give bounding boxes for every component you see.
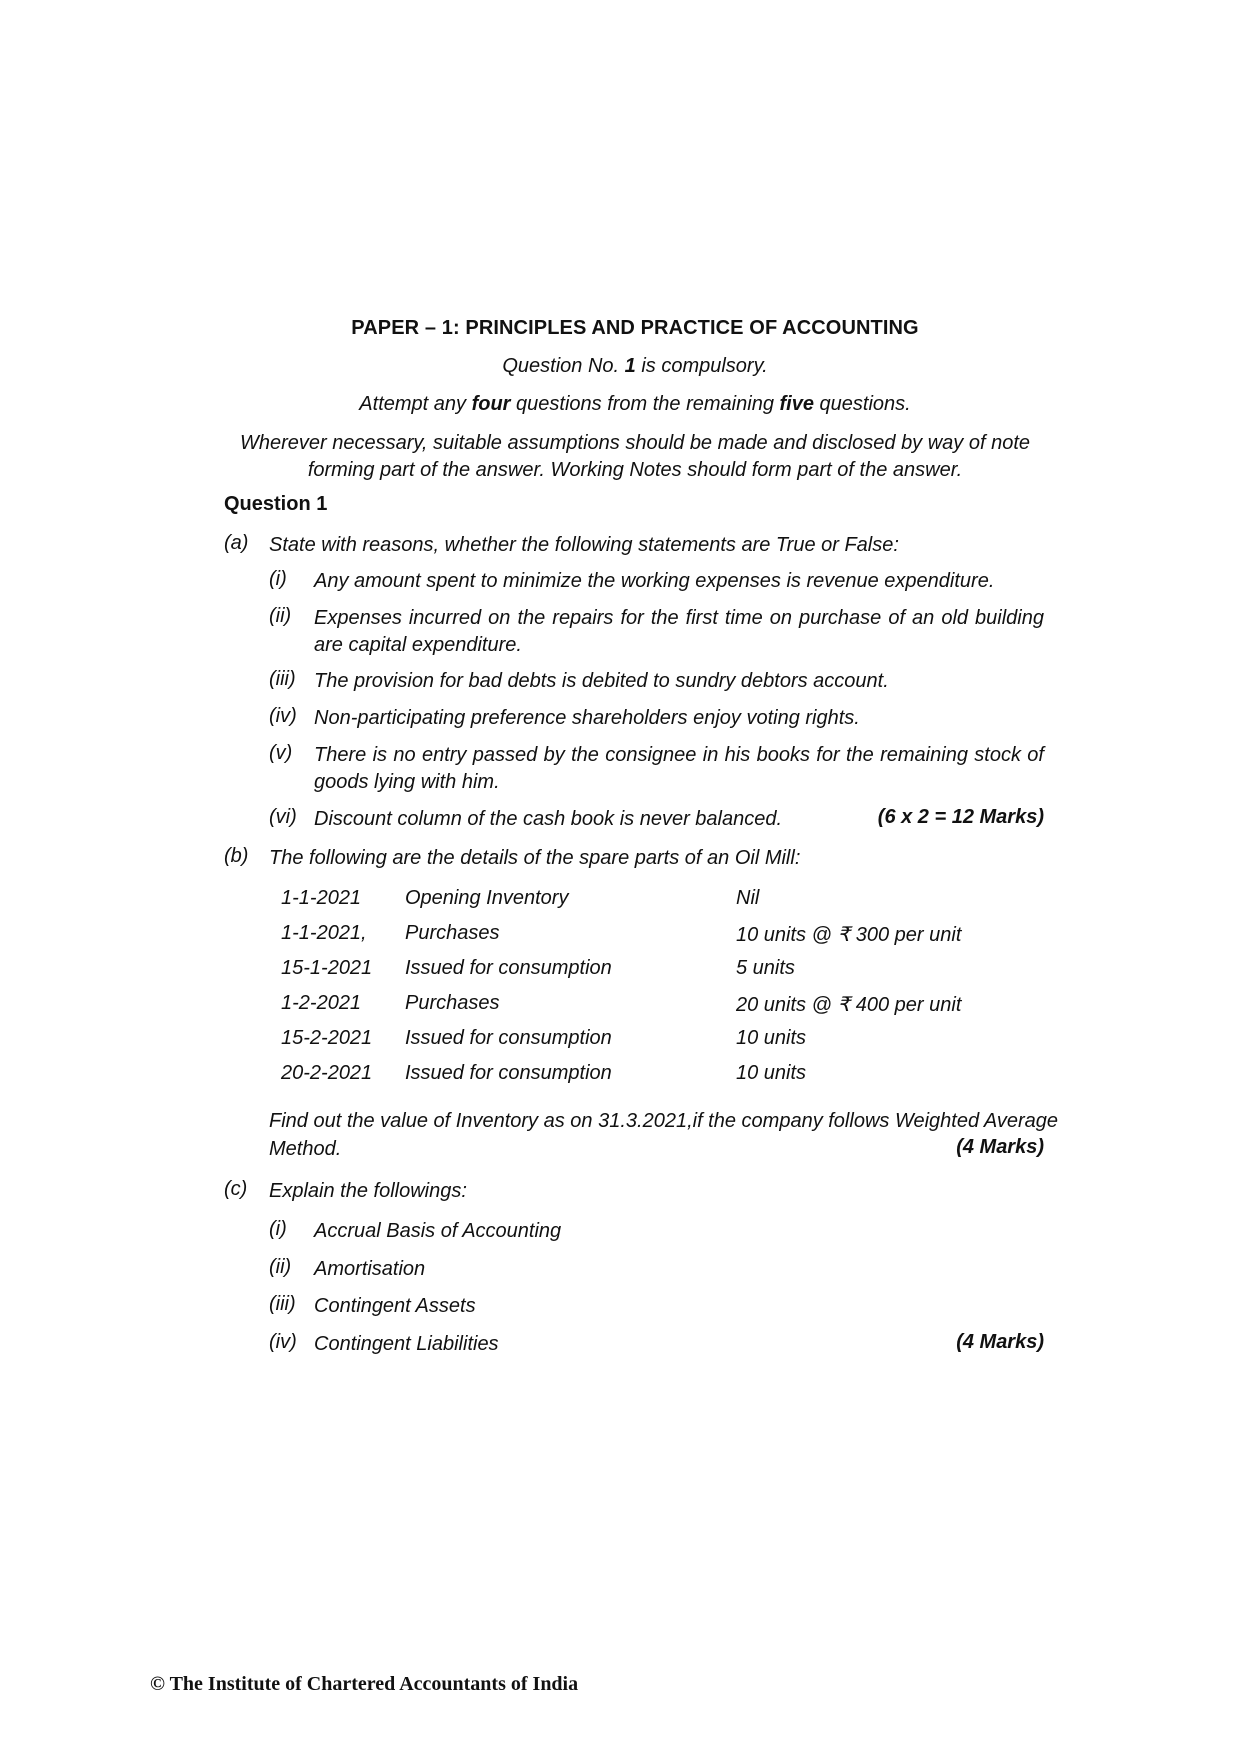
statement-text: Any amount spent to minimize the working expenses is revenue expenditure.: [314, 570, 995, 592]
part-b-question-line: Find out the value of Inventory as on 31.3.2021,if the company follows Weighted Average: [269, 1110, 1059, 1132]
instruction-emphasis: four: [471, 393, 511, 415]
item-number: (vi): [269, 806, 297, 828]
item-number: (ii): [269, 605, 292, 627]
instruction-attempt: [225, 393, 1045, 416]
statement-text: There is no entry passed by the consignee in his books for the remaining stock of goods lying with him.: [314, 744, 1044, 793]
item-number: (iv): [269, 705, 297, 727]
marks-label: (4 Marks): [956, 1136, 1044, 1158]
instruction-compulsory: [225, 355, 1045, 378]
inventory-date: 1-2-2021: [281, 992, 362, 1014]
part-c-label: (c): [224, 1178, 248, 1200]
item-number: (ii): [269, 1256, 292, 1278]
instruction-assumptions: [225, 430, 1045, 484]
term-text: Contingent Assets: [314, 1295, 476, 1317]
instruction-text: questions from the remaining: [510, 393, 780, 415]
part-b-text: The following are the details of the spare parts of an Oil Mill:: [269, 847, 801, 869]
statement-text: The provision for bad debts is debited to sundry debtors account.: [314, 670, 889, 692]
inventory-date: 1-1-2021,: [281, 922, 367, 944]
marks-label: (6 x 2 = 12 Marks): [877, 806, 1044, 828]
item-number: (v): [269, 742, 293, 764]
instruction-line: Wherever necessary, suitable assumptions should be made and disclosed by way of note: [239, 432, 1031, 454]
term-text: Amortisation: [314, 1258, 426, 1280]
part-a-label: (a): [224, 532, 249, 554]
inventory-quantity: 10 units @ ₹ 300 per unit: [736, 924, 962, 946]
inventory-description: Opening Inventory: [405, 887, 569, 909]
item-number: (iii): [269, 1293, 296, 1315]
instruction-line: forming part of the answer. Working Notes should form part of the answer.: [307, 459, 963, 481]
part-b-question-line: Method.: [269, 1138, 342, 1160]
instruction-emphasis: 1: [624, 355, 636, 377]
inventory-quantity: 5 units: [736, 957, 795, 979]
inventory-quantity: 10 units: [736, 1062, 807, 1084]
inventory-description: Purchases: [405, 922, 500, 944]
statement-text: Discount column of the cash book is never balanced.: [314, 808, 783, 830]
item-number: (i): [269, 1218, 287, 1240]
statement-text: Non-participating preference shareholders enjoy voting rights.: [314, 707, 860, 729]
marks-label: (4 Marks): [956, 1331, 1044, 1353]
instruction-text: Question No.: [502, 355, 625, 377]
inventory-description: Issued for consumption: [405, 1062, 612, 1084]
item-number: (iv): [269, 1331, 297, 1353]
inventory-date: 15-2-2021: [281, 1027, 373, 1049]
inventory-description: Issued for consumption: [405, 957, 612, 979]
inventory-date: 20-2-2021: [281, 1062, 373, 1084]
term-text: Accrual Basis of Accounting: [314, 1220, 562, 1242]
item-number: (iii): [269, 668, 296, 690]
instruction-emphasis: five: [779, 393, 814, 415]
statement-text: Expenses incurred on the repairs for the first time on purchase of an old building are capital expenditure.: [314, 607, 1044, 656]
inventory-quantity: 10 units: [736, 1027, 807, 1049]
inventory-description: Purchases: [405, 992, 500, 1014]
part-c-text: Explain the followings:: [269, 1180, 467, 1202]
part-b-label: (b): [224, 845, 249, 867]
inventory-date: 1-1-2021: [281, 887, 362, 909]
inventory-date: 15-1-2021: [281, 957, 373, 979]
instruction-text: is compulsory.: [635, 355, 768, 377]
copyright-footer: © The Institute of Chartered Accountants of India: [150, 1673, 579, 1695]
part-a-text: State with reasons, whether the following statements are True or False:: [269, 534, 899, 556]
term-text: Contingent Liabilities: [314, 1333, 499, 1355]
inventory-quantity: Nil: [736, 887, 760, 909]
inventory-quantity: 20 units @ ₹ 400 per unit: [736, 994, 962, 1016]
inventory-description: Issued for consumption: [405, 1027, 612, 1049]
paper-title: PAPER – 1: PRINCIPLES AND PRACTICE OF ACCOUNTING: [351, 317, 919, 339]
instruction-text: Attempt any: [359, 393, 472, 415]
instruction-text: questions.: [813, 393, 911, 415]
question-heading: Question 1: [224, 493, 328, 515]
item-number: (i): [269, 568, 287, 590]
